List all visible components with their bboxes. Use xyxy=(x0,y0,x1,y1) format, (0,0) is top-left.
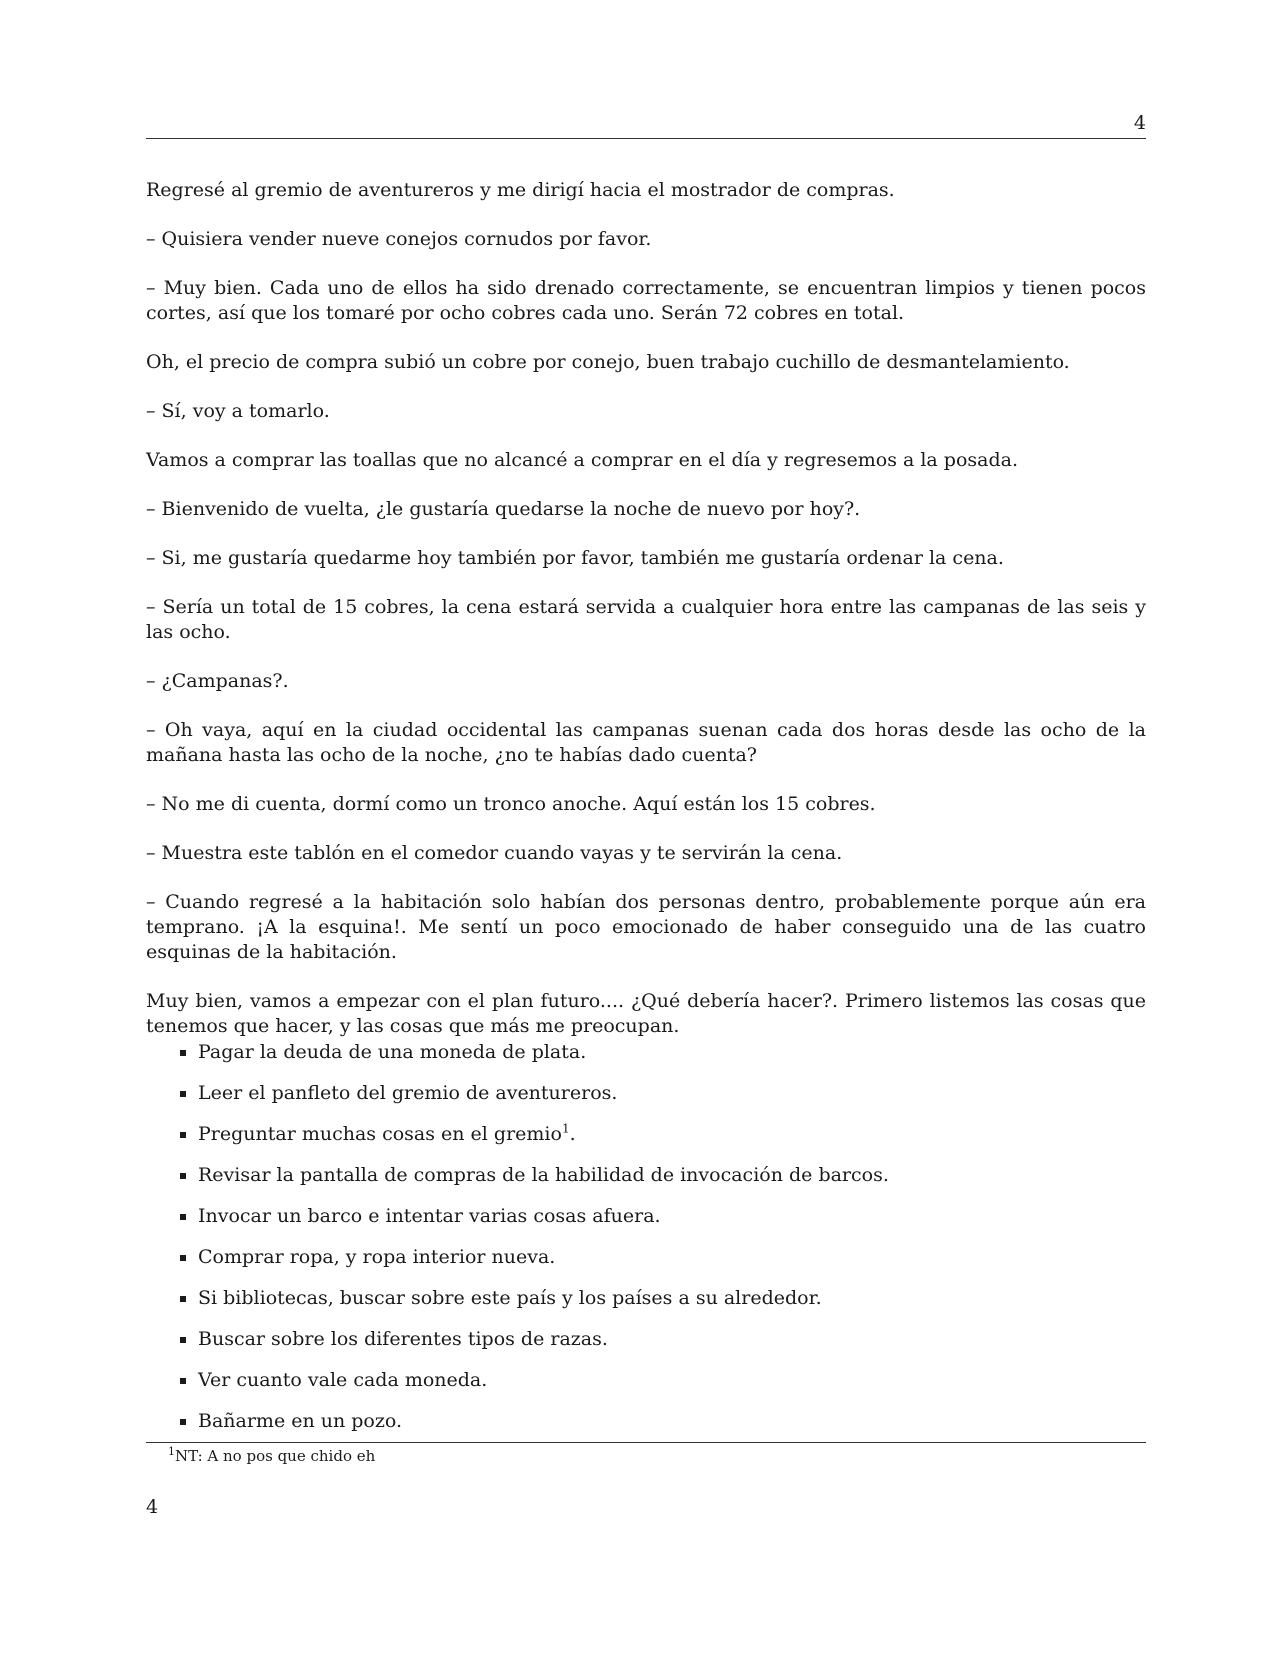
paragraph: – Sería un total de 15 cobres, la cena estará servida a cualquier hora entre las campanas de las seis y las ocho. xyxy=(146,596,1146,643)
square-bullet-icon xyxy=(180,1091,186,1097)
list-item-text: Invocar un barco e intentar varias cosas afuera. xyxy=(198,1205,661,1227)
paragraph: Vamos a comprar las toallas que no alcancé a comprar en el día y regresemos a la posada. xyxy=(146,449,1019,471)
list-item-suffix: . xyxy=(569,1123,576,1145)
paragraph: Regresé al gremio de aventureros y me dirigí hacia el mostrador de compras. xyxy=(146,179,895,201)
list-item xyxy=(180,1081,1140,1106)
paragraph: – ¿Campanas?. xyxy=(146,670,289,692)
paragraph: – Bienvenido de vuelta, ¿le gustaría quedarse la noche de nuevo por hoy?. xyxy=(146,498,861,520)
paragraph: – Cuando regresé a la habitación solo habían dos personas dentro, probablemente porque aún era temprano. ¡A la esquina!. Me sentí un poco emocionado de haber conseguido una de las cuatro esquinas de la habitación. xyxy=(146,891,1146,963)
footnote-text: NT: A no pos que chido eh xyxy=(175,1447,376,1465)
footnote-reference[interactable]: 1 xyxy=(561,1121,570,1136)
list-item-text: Buscar sobre los diferentes tipos de razas. xyxy=(198,1328,608,1350)
list-item xyxy=(180,1245,1140,1270)
square-bullet-icon xyxy=(180,1296,186,1302)
header-rule xyxy=(146,138,1146,139)
square-bullet-icon xyxy=(180,1173,186,1179)
list-item xyxy=(180,1327,1140,1352)
footer-page-number: 4 xyxy=(146,1496,159,1518)
list-item-text: Bañarme en un pozo. xyxy=(198,1410,403,1432)
list-item xyxy=(180,1204,1140,1229)
list-item xyxy=(180,1409,1140,1434)
paragraph: Oh, el precio de compra subió un cobre por conejo, buen trabajo cuchillo de desmantelamiento. xyxy=(146,351,1070,373)
paragraph: – Sí, voy a tomarlo. xyxy=(146,400,330,422)
paragraph: – Muestra este tablón en el comedor cuando vayas y te servirán la cena. xyxy=(146,842,843,864)
list-item-text: Leer el panfleto del gremio de aventureros. xyxy=(198,1082,618,1104)
list-item-text: Revisar la pantalla de compras de la habilidad de invocación de barcos. xyxy=(198,1164,889,1186)
footnote-rule xyxy=(146,1442,1146,1443)
paragraph: – No me di cuenta, dormí como un tronco anoche. Aquí están los 15 cobres. xyxy=(146,793,876,815)
square-bullet-icon xyxy=(180,1337,186,1343)
square-bullet-icon xyxy=(180,1132,186,1138)
body-text xyxy=(146,178,1146,1063)
footnote-marker: 1 xyxy=(168,1445,175,1458)
list-item xyxy=(180,1122,1140,1147)
paragraph: – Muy bien. Cada uno de ellos ha sido drenado correctamente, se encuentran limpios y tienen pocos cortes, así que los tomaré por ocho cobres cada uno. Serán 72 cobres en total. xyxy=(146,277,1146,324)
list-item-text: Pagar la deuda de una moneda de plata. xyxy=(198,1041,587,1063)
list-item-text: Comprar ropa, y ropa interior nueva. xyxy=(198,1246,556,1268)
square-bullet-icon xyxy=(180,1378,186,1384)
list-item-text: Ver cuanto vale cada moneda. xyxy=(198,1369,488,1391)
footnote xyxy=(168,1446,375,1466)
list-item xyxy=(180,1286,1140,1311)
square-bullet-icon xyxy=(180,1255,186,1261)
list-item xyxy=(180,1163,1140,1188)
square-bullet-icon xyxy=(180,1214,186,1220)
list-item-text: Si bibliotecas, buscar sobre este país y los países a su alrededor. xyxy=(198,1287,822,1309)
header-page-number: 4 xyxy=(1133,112,1146,134)
paragraph: – Oh vaya, aquí en la ciudad occidental las campanas suenan cada dos horas desde las ocho de la mañana hasta las ocho de la noche, ¿no te habías dado cuenta? xyxy=(146,719,1146,766)
square-bullet-icon xyxy=(180,1419,186,1425)
paragraph: – Quisiera vender nueve conejos cornudos por favor. xyxy=(146,228,652,250)
square-bullet-icon xyxy=(180,1050,186,1056)
list-item xyxy=(180,1040,1140,1065)
paragraph: Muy bien, vamos a empezar con el plan futuro.... ¿Qué debería hacer?. Primero listemos las cosas que tenemos que hacer, y las cosas que más me preocupan. xyxy=(146,990,1146,1037)
list-item-text: Preguntar muchas cosas en el gremio xyxy=(198,1123,562,1145)
todo-list xyxy=(180,1040,1140,1450)
paragraph: – Si, me gustaría quedarme hoy también por favor, también me gustaría ordenar la cena. xyxy=(146,547,1004,569)
list-item xyxy=(180,1368,1140,1393)
